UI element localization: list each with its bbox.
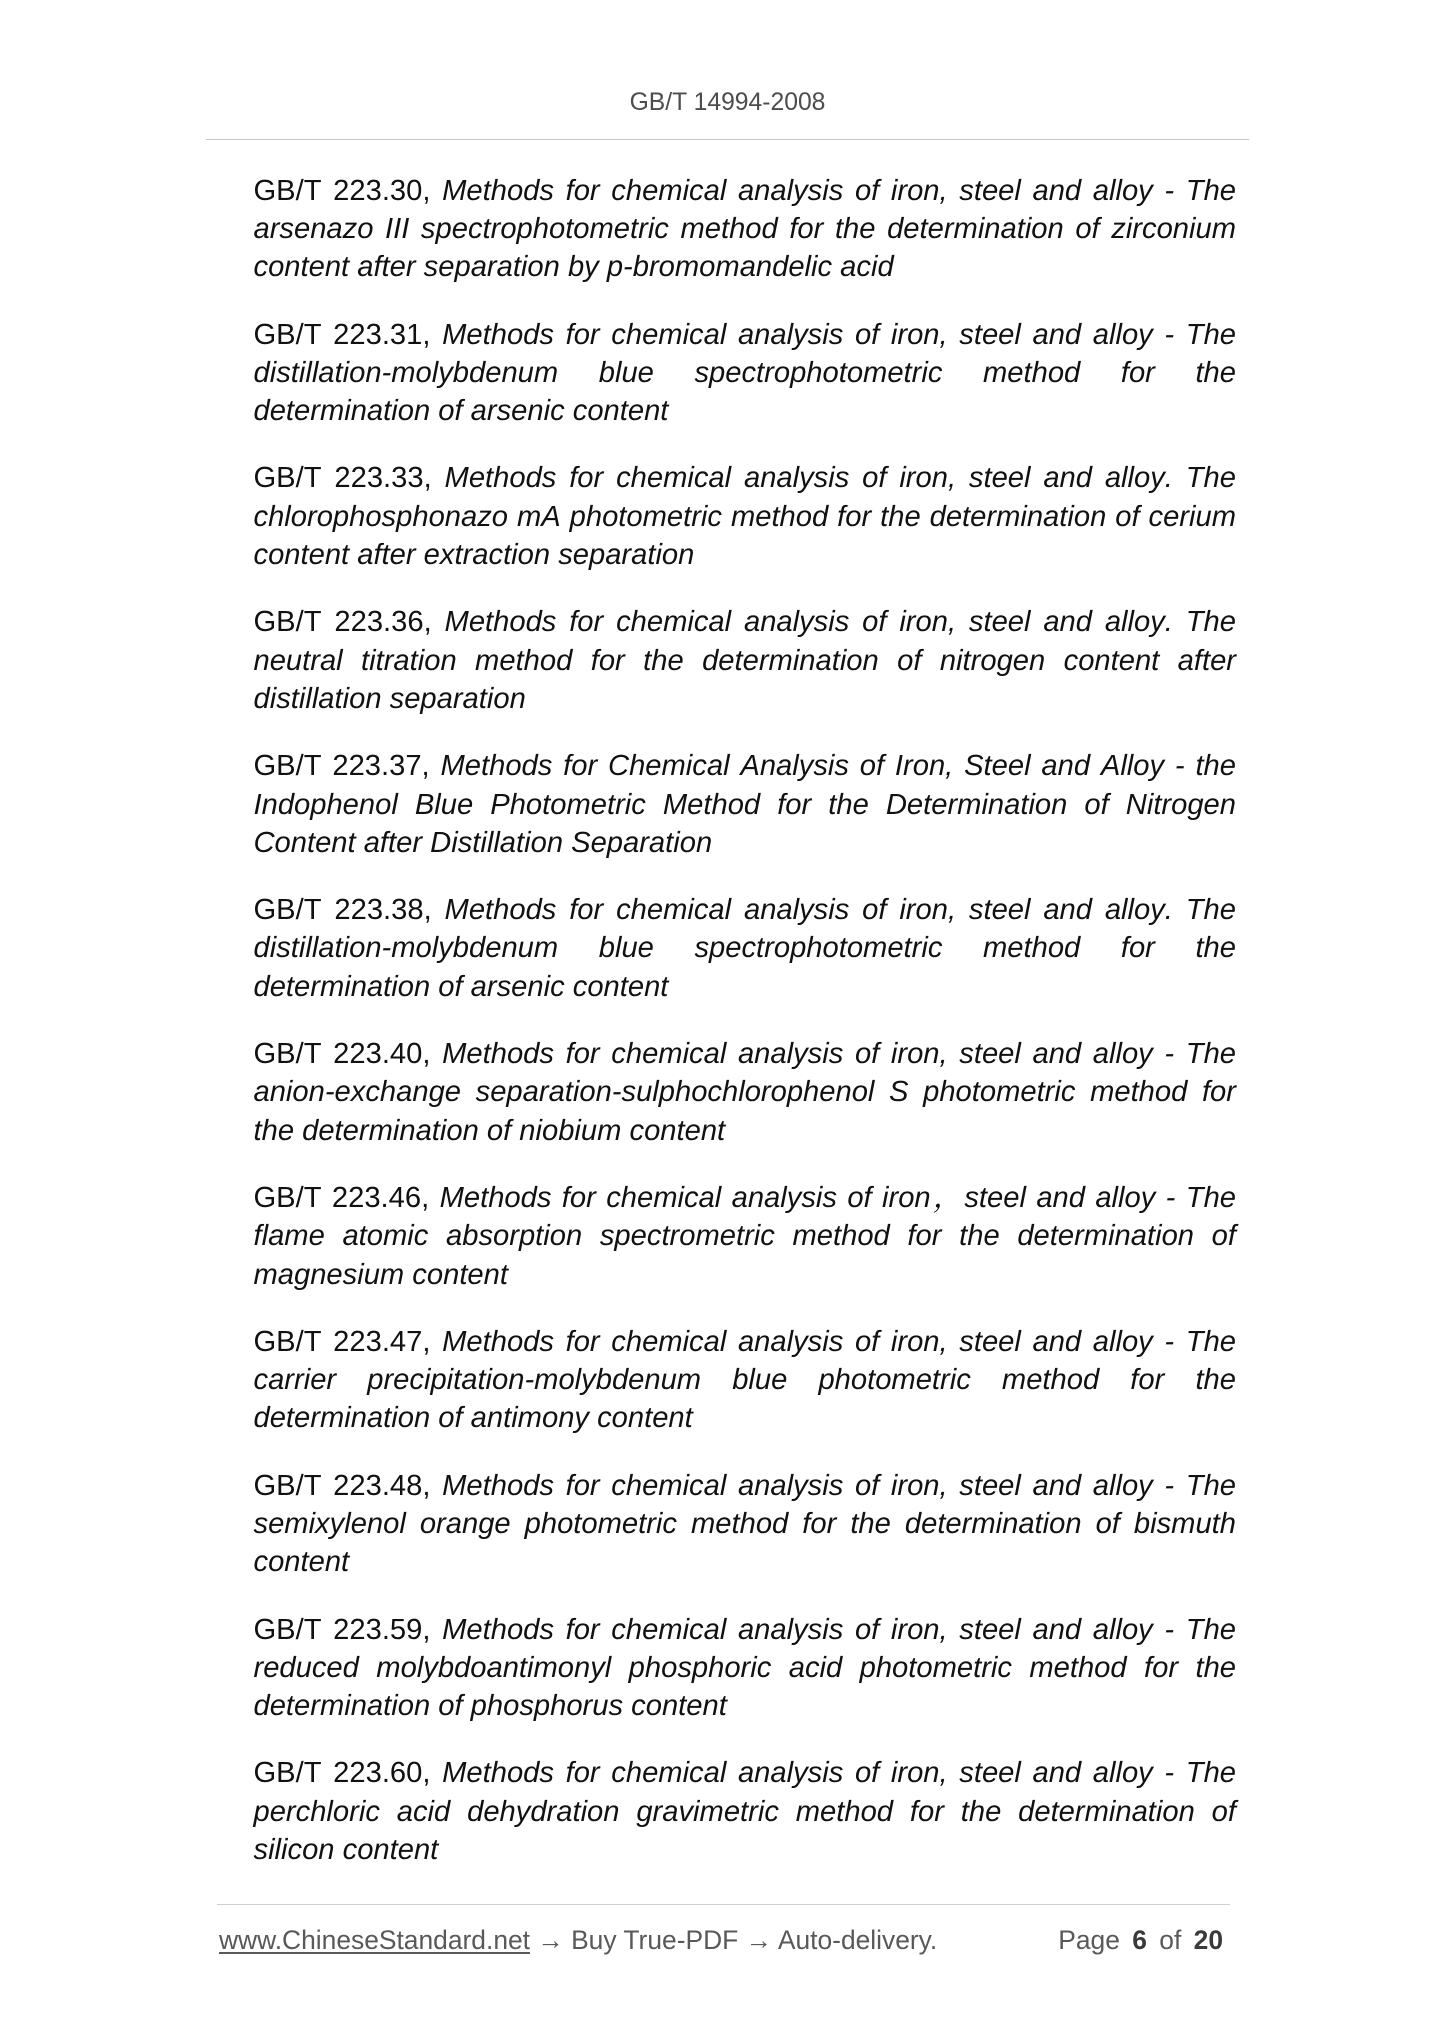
reference-entry: [254, 316, 1237, 431]
standard-title: Methods for chemical analysis of iron, steel and alloy - The arsenazo III spectrophotometric method for the determination of zirconium content after separation by p-bromomandelic acid: [253, 174, 1236, 284]
reference-entry: [254, 891, 1237, 1006]
standard-title: Methods for chemical analysis of iron, steel and alloy - The semixylenol orange photometric method for the determination of bismuth content: [253, 1469, 1236, 1579]
standard-code: GB/T 223.60,: [253, 1757, 431, 1790]
page-header: [206, 86, 1249, 119]
total-pages-number: 20: [1193, 1925, 1223, 1955]
reference-entry: [254, 1035, 1237, 1150]
reference-entry: [254, 747, 1237, 862]
standard-title: Methods for chemical analysis of iron, steel and alloy. The chlorophosphonazo mA photometric method for the determination of cerium content after extraction separation: [253, 462, 1236, 572]
standard-title: Methods for chemical analysis of iron, steel and alloy - The anion-exchange separation-sulphochlorophenol S photometric method for the determination of niobium content: [253, 1038, 1236, 1147]
standard-title: Methods for Chemical Analysis of Iron, Steel and Alloy - the Indophenol Blue Photometric Method for the Determination of Nitrogen Content after Distillation Separation: [253, 750, 1236, 859]
reference-entry: [254, 603, 1237, 718]
standard-code: GB/T 223.33,: [253, 462, 432, 495]
website-link[interactable]: www.ChineseStandard.net: [219, 1925, 531, 1955]
page-label: Page: [1058, 1925, 1120, 1955]
reference-entry: [254, 1179, 1237, 1294]
standard-code: GB/T 223.31,: [253, 318, 431, 351]
standard-title: Methods for chemical analysis of iron, steel and alloy. The neutral titration method for the determination of nitrogen content after distillation separation: [253, 606, 1236, 715]
standard-code: GB/T 223.46,: [253, 1181, 430, 1214]
document-number: GB/T 14994-2008: [629, 89, 826, 116]
standard-title: Methods for chemical analysis of iron, steel and alloy. The distillation-molybdenum blue spectrophotometric method for the determination of arsenic content: [253, 894, 1236, 1003]
footer-divider: [217, 1904, 1230, 1905]
page-footer: [219, 1923, 937, 1957]
page-indicator: [1058, 1923, 1223, 1957]
standard-code: GB/T 223.48,: [253, 1469, 431, 1502]
reference-entry: [254, 1467, 1237, 1582]
standard-title: Methods for chemical analysis of iron, steel and alloy - The reduced molybdoantimonyl phosphoric acid photometric method for the determination of phosphorus content: [253, 1613, 1236, 1723]
current-page-number: 6: [1132, 1925, 1147, 1955]
reference-entry: [254, 459, 1237, 574]
standard-title: Methods for chemical analysis of iron, steel and alloy - The carrier precipitation-molybdenum blue photometric method for the determination of antimony content: [253, 1325, 1236, 1435]
standard-code: GB/T 223.37,: [253, 750, 430, 783]
promo-text: → Buy True-PDF → Auto-delivery.: [537, 1925, 938, 1955]
reference-entry: [254, 172, 1237, 287]
reference-entry: [254, 1611, 1237, 1726]
normative-references-list: [254, 172, 1237, 1899]
of-label: of: [1159, 1925, 1182, 1955]
standard-code: GB/T 223.40,: [253, 1038, 431, 1071]
reference-entry: [254, 1323, 1237, 1438]
standard-title: Methods for chemical analysis of iron, steel and alloy - The perchloric acid dehydration gravimetric method for the determination of silicon content: [253, 1757, 1236, 1867]
standard-title: Methods for chemical analysis of iron, steel and alloy - The distillation-molybdenum blue spectrophotometric method for the determination of arsenic content: [253, 318, 1236, 428]
header-divider: [206, 139, 1249, 140]
standard-code: GB/T 223.59,: [253, 1613, 431, 1646]
reference-entry: [254, 1754, 1237, 1869]
standard-code: GB/T 223.30,: [253, 174, 431, 207]
standard-code: GB/T 223.38,: [253, 894, 432, 927]
standard-title: Methods for chemical analysis of iron，steel and alloy - The flame atomic absorption spectrometric method for the determination of magnesium content: [253, 1181, 1237, 1291]
standard-code: GB/T 223.47,: [253, 1325, 431, 1358]
standard-code: GB/T 223.36,: [253, 606, 432, 639]
